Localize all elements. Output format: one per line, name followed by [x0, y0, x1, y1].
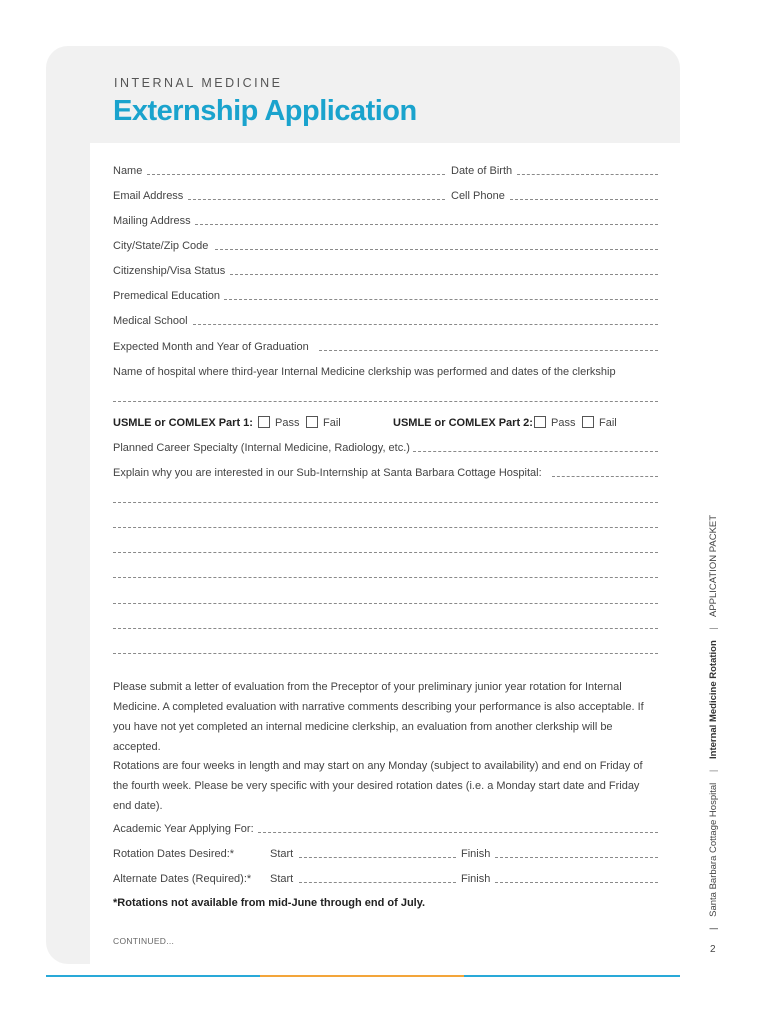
- explain-line[interactable]: [113, 603, 658, 604]
- alternate-start-label: Start: [270, 873, 294, 885]
- hospital-label: Name of hospital where third-year Internal Medicine clerkship was performed and dates of the clerkship: [113, 366, 616, 378]
- mailing-field[interactable]: [195, 224, 658, 225]
- footer-bar-blue: [464, 975, 680, 977]
- premed-label: Premedical Education: [113, 290, 221, 302]
- sidebar-separator: |: [708, 927, 719, 930]
- explain-line[interactable]: [113, 628, 658, 629]
- medschool-field[interactable]: [193, 324, 658, 325]
- specialty-label: Planned Career Specialty (Internal Medicine, Radiology, etc.): [113, 442, 410, 454]
- citizenship-label: Citizenship/Visa Status: [113, 265, 226, 277]
- city-row: [113, 238, 658, 254]
- rotation-paragraph: Rotations are four weeks in length and may start on any Monday (subject to availability) and end on Friday of the fourth week. Please be very specific with your desired rotation dates (i.e. a Monday start date and Friday end date).: [113, 760, 643, 812]
- graduation-row: [113, 339, 658, 355]
- usmle2-label: USMLE or COMLEX Part 2:: [393, 417, 533, 429]
- sidebar-separator: |: [708, 769, 719, 773]
- rotation-note: *Rotations not available from mid-June through end of July.: [113, 897, 426, 909]
- graduation-label: Expected Month and Year of Graduation: [113, 341, 309, 353]
- city-field[interactable]: [215, 249, 658, 250]
- usmle2-fail-checkbox[interactable]: [582, 416, 594, 428]
- rotation-finish-label: Finish: [461, 848, 491, 860]
- usmle2-pass-label: Pass: [551, 417, 576, 429]
- continued-label: CONTINUED...: [113, 936, 175, 946]
- specialty-row: [113, 440, 658, 456]
- academic-year-label: Academic Year Applying For:: [113, 823, 254, 835]
- usmle1-pass-label: Pass: [275, 417, 300, 429]
- explain-line[interactable]: [113, 502, 658, 503]
- sidebar-packet: APPLICATION PACKET: [708, 514, 719, 617]
- usmle2-fail-label: Fail: [599, 417, 617, 429]
- explain-line[interactable]: [113, 552, 658, 553]
- citizenship-field[interactable]: [230, 274, 658, 275]
- sidebar-separator: |: [708, 627, 719, 630]
- premed-field[interactable]: [224, 299, 658, 300]
- alternate-finish-label: Finish: [461, 873, 491, 885]
- mailing-label: Mailing Address: [113, 215, 191, 227]
- usmle1-fail-checkbox[interactable]: [306, 416, 318, 428]
- mailing-row: [113, 213, 658, 229]
- usmle1-pass-checkbox[interactable]: [258, 416, 270, 428]
- footer-bar-orange: [260, 975, 464, 977]
- email-row: [113, 188, 658, 204]
- cell-field[interactable]: [510, 199, 658, 200]
- side-footer: [706, 470, 722, 930]
- usmle1-label: USMLE or COMLEX Part 1:: [113, 417, 253, 429]
- alternate-start-field[interactable]: [299, 882, 456, 883]
- premed-row: [113, 288, 658, 304]
- evaluation-paragraph: Please submit a letter of evaluation from the Preceptor of your preliminary junior year rotation for Internal Medicine. A completed evaluation with narrative comments describing your performance is also acceptable. If you have not yet completed an internal medicine clerkship, an evaluation from another clerkship will be accepted.: [113, 681, 644, 753]
- explain-field[interactable]: [552, 476, 658, 477]
- explain-label: Explain why you are interested in our Sub-Internship at Santa Barbara Cottage Hospital:: [113, 467, 542, 479]
- usmle-row: [113, 415, 658, 431]
- cell-label: Cell Phone: [451, 190, 505, 202]
- rotation-dates-label: Rotation Dates Desired:*: [113, 848, 235, 860]
- rotation-start-label: Start: [270, 848, 294, 860]
- academic-year-row: [113, 821, 658, 837]
- dob-field[interactable]: [517, 174, 658, 175]
- hospital-row: [113, 364, 658, 380]
- page-title: Externship Application: [113, 95, 417, 127]
- explain-line[interactable]: [113, 577, 658, 578]
- sidebar-rotation: Internal Medicine Rotation: [708, 640, 719, 759]
- email-label: Email Address: [113, 190, 184, 202]
- page-number: 2: [710, 944, 716, 955]
- medschool-row: [113, 313, 658, 329]
- medschool-label: Medical School: [113, 315, 188, 327]
- name-field[interactable]: [147, 174, 445, 175]
- rotation-finish-field[interactable]: [495, 857, 658, 858]
- city-label: City/State/Zip Code: [113, 240, 209, 252]
- academic-year-field[interactable]: [258, 832, 658, 833]
- sidebar-hospital: Santa Barbara Cottage Hospital: [708, 782, 719, 917]
- usmle2-pass-checkbox[interactable]: [534, 416, 546, 428]
- specialty-field[interactable]: [413, 451, 658, 452]
- name-row: [113, 163, 658, 179]
- name-label: Name: [113, 165, 143, 177]
- rotation-dates-row: [113, 846, 658, 862]
- dob-label: Date of Birth: [451, 165, 513, 177]
- explain-line[interactable]: [113, 527, 658, 528]
- hospital-field[interactable]: [113, 401, 658, 402]
- rotation-start-field[interactable]: [299, 857, 456, 858]
- alternate-finish-field[interactable]: [495, 882, 658, 883]
- graduation-field[interactable]: [319, 350, 658, 351]
- footer-bar-blue: [46, 975, 260, 977]
- alternate-dates-label: Alternate Dates (Required):*: [113, 873, 252, 885]
- citizenship-row: [113, 263, 658, 279]
- explain-line[interactable]: [113, 653, 658, 654]
- department-label: INTERNAL MEDICINE: [114, 76, 283, 90]
- alternate-dates-row: [113, 871, 658, 887]
- usmle1-fail-label: Fail: [323, 417, 341, 429]
- explain-row: [113, 465, 658, 481]
- email-field[interactable]: [188, 199, 445, 200]
